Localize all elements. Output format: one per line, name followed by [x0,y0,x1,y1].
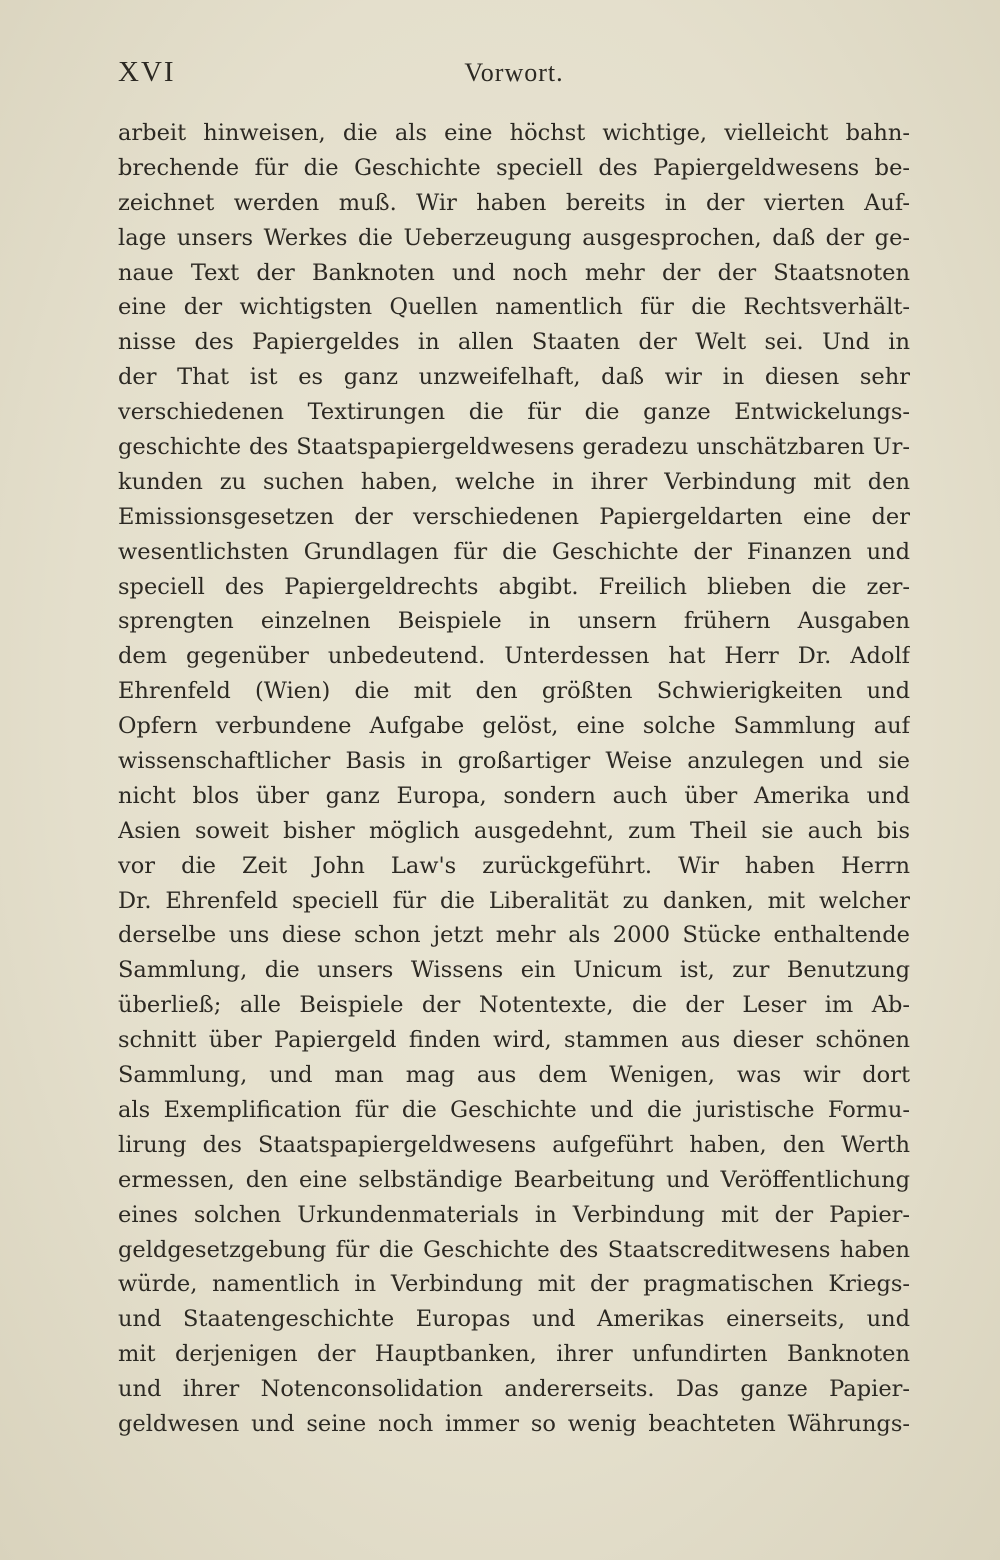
text-line: zeichnet werden muß. Wir haben bereits in der vierten Auf- [118,189,910,216]
text-line: würde, namentlich in Verbindung mit der pragmatischen Kriegs- [118,1271,910,1298]
text-line: derselbe uns diese schon jetzt mehr als 2000 Stücke enthaltende [118,922,910,949]
text-line: Sammlung, und man mag aus dem Wenigen, was wir dort [118,1062,910,1089]
text-line: verschiedenen Textirungen die für die ganze Entwickelungs- [118,399,910,426]
text-line: Opfern verbundene Aufgabe gelöst, eine solche Sammlung auf [118,713,910,740]
text-line: und ihrer Notenconsolidation andererseits. Das ganze Papier- [118,1376,910,1403]
text-line: nisse des Papiergeldes in allen Staaten der Welt sei. Und in [118,329,910,356]
text-line: naue Text der Banknoten und noch mehr der der Staatsnoten [118,259,910,286]
text-line: eines solchen Urkundenmaterials in Verbindung mit der Papier- [118,1201,910,1228]
text-line: geldwesen und seine noch immer so wenig beachteten Währungs- [118,1410,910,1437]
text-line: lage unsers Werkes die Ueberzeugung ausgesprochen, daß der ge- [118,224,910,251]
text-line: eine der wichtigsten Quellen namentlich für die Rechtsverhält- [118,294,910,321]
text-line: lirung des Staatspapiergeldwesens aufgeführt haben, den Werth [118,1131,910,1158]
text-line: ermessen, den eine selbständige Bearbeitung und Veröffentlichung [118,1166,910,1193]
running-title: Vorwort. [464,58,564,87]
text-line: und Staatengeschichte Europas und Amerikas einerseits, und [118,1306,910,1333]
body-text [118,116,910,1442]
text-line: Sammlung, die unsers Wissens ein Unicum ist, zur Benutzung [118,957,910,984]
text-line: als Exemplification für die Geschichte und die juristische Formu- [118,1096,910,1123]
text-line: brechende für die Geschichte speciell des Papiergeldwesens be- [118,154,910,181]
text-line: kunden zu suchen haben, welche in ihrer Verbindung mit den [118,468,910,495]
text-line: Asien soweit bisher möglich ausgedehnt, zum Theil sie auch bis [118,817,910,844]
text-line: Ehrenfeld (Wien) die mit den größten Schwierigkeiten und [118,678,910,705]
text-line: wissenschaftlicher Basis in großartiger Weise anzulegen und sie [118,748,910,775]
text-line: überließ; alle Beispiele der Notentexte, die der Leser im Ab- [118,992,910,1019]
text-line: wesentlichsten Grundlagen für die Geschichte der Finanzen und [118,538,910,565]
text-line: Dr. Ehrenfeld speciell für die Liberalität zu danken, mit welcher [118,887,910,914]
text-line: nicht blos über ganz Europa, sondern auch über Amerika und [118,782,910,809]
text-line: sprengten einzelnen Beispiele in unsern frühern Ausgaben [118,608,910,635]
page-number: XVI [118,56,176,88]
running-head [118,56,910,96]
text-line: Emissionsgesetzen der verschiedenen Papiergeldarten eine der [118,503,910,530]
text-line: arbeit hinweisen, die als eine höchst wichtige, vielleicht bahn- [118,120,910,146]
text-line: geldgesetzgebung für die Geschichte des Staatscreditwesens haben [118,1236,910,1263]
text-line: speciell des Papiergeldrechts abgibt. Freilich blieben die zer- [118,573,910,600]
text-line: der That ist es ganz unzweifelhaft, daß wir in diesen sehr [118,364,910,391]
text-line: schnitt über Papiergeld finden wird, stammen aus dieser schönen [118,1027,910,1054]
text-line: vor die Zeit John Law's zurückgeführt. Wir haben Herrn [118,852,910,879]
text-line: dem gegenüber unbedeutend. Unterdessen hat Herr Dr. Adolf [118,643,910,670]
text-line: mit derjenigen der Hauptbanken, ihrer unfundirten Banknoten [118,1341,910,1368]
text-line: geschichte des Staatspapiergeldwesens geradezu unschätzbaren Ur- [118,434,910,461]
